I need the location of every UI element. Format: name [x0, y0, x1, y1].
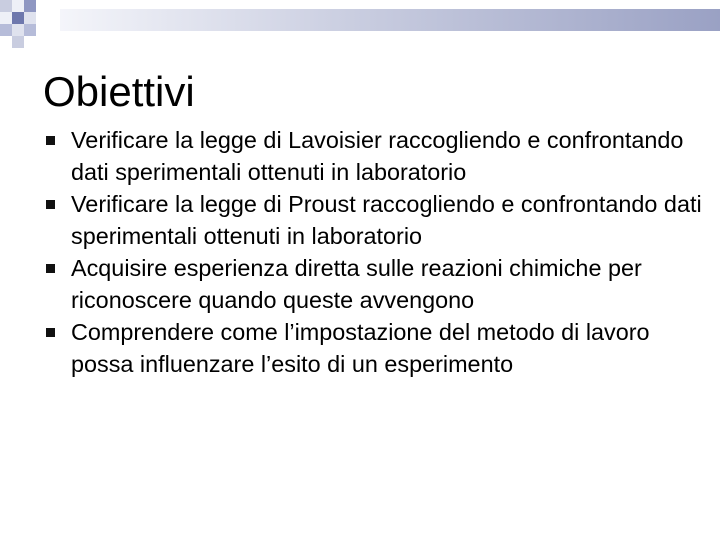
- square-bullet-icon: [46, 328, 55, 337]
- bullet-item: [42, 124, 702, 188]
- bullet-item: [42, 188, 702, 252]
- bullet-item: [42, 316, 702, 380]
- square-bullet-icon: [46, 200, 55, 209]
- bullet-list: [42, 124, 702, 380]
- square-bullet-icon: [46, 136, 55, 145]
- square-bullet-icon: [46, 264, 55, 273]
- bullet-text: Verificare la legge di Proust raccogliendo e confrontando dati sperimentali ottenuti in laboratorio: [71, 191, 702, 249]
- bullet-text: Verificare la legge di Lavoisier raccogliendo e confrontando dati sperimentali ottenuti in laboratorio: [71, 127, 684, 185]
- slide-title: Obiettivi: [43, 68, 195, 115]
- header-gradient-bar: [60, 9, 720, 31]
- bullet-text: Comprendere come l’impostazione del metodo di lavoro possa influenzare l’esito di un esperimento: [71, 319, 650, 377]
- checker-squares-decoration: [0, 0, 60, 48]
- bullet-text: Acquisire esperienza diretta sulle reazioni chimiche per riconoscere quando queste avvengono: [71, 255, 642, 313]
- bullet-item: [42, 252, 702, 316]
